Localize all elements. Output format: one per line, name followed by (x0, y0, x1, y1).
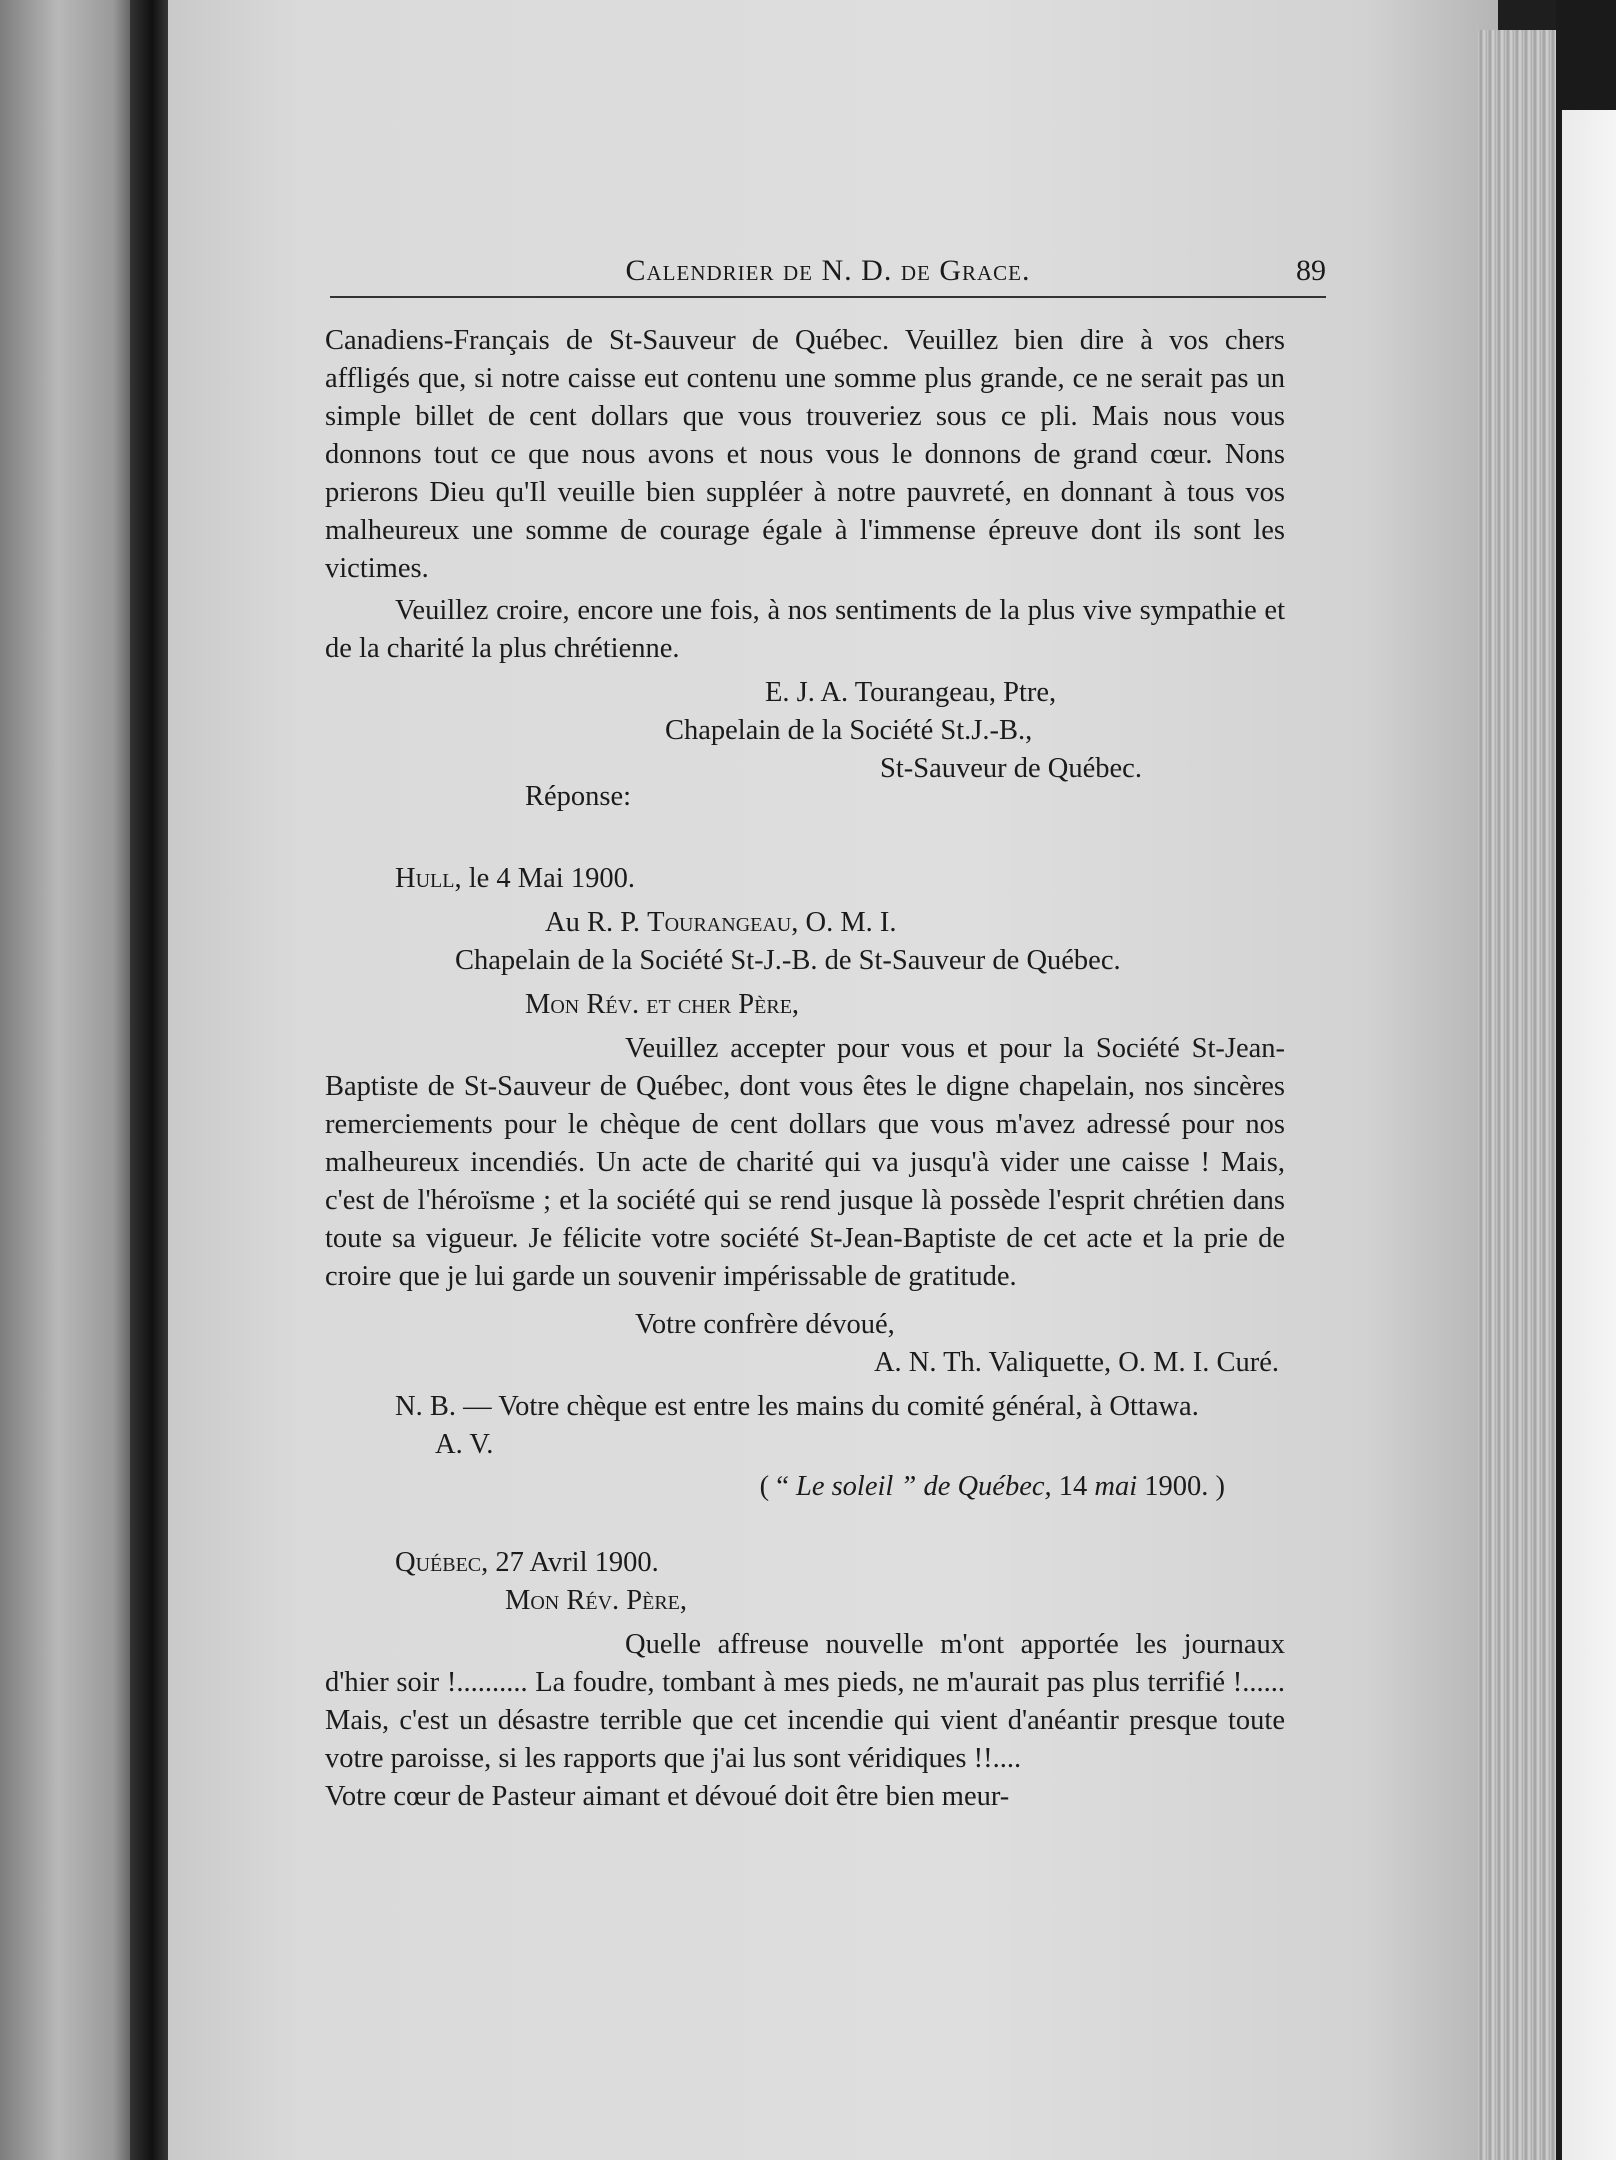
letter1-signature-place: St-Sauveur de Québec. (880, 753, 1142, 784)
page-text (325, 322, 1285, 1816)
letter2-signer: A. N. Th. Valiquette, O. M. I. Curé. (873, 1347, 1279, 1378)
source-day: 14 (1058, 1471, 1088, 1502)
letter2-address (325, 904, 1285, 942)
letter2-address-suffix: O. M. I. (805, 907, 897, 938)
letter2-place: Hull, (395, 863, 462, 894)
letter1-body: Canadiens-Français de St-Sauveur de Québec. Veuillez bien dire à vos chers affligés que, si notre caisse eut contenu une somme plus grande, ce ne serait pas un simple billet de cent dollars que vous trouveriez sous ce pli. Mais nous vous donnons tout ce que nous avons et nous vous le donnons de grand cœur. Nons prierons Dieu qu'Il veuille bien suppléer à notre pauvreté, en donnant à tous vos malheureux une somme de courage égale à l'immense épreuve dont ils sont les victimes. (325, 325, 1285, 584)
letter2-nb-initials: A. V. (435, 1429, 494, 1460)
letter1-signature-title: Chapelain de la Société St.J.-B., (665, 715, 1033, 746)
letter3-salutation: Mon Rév. Père, (505, 1585, 688, 1616)
letter3-body2: Votre cœur de Pasteur aimant et dévoué doit être bien meur- (325, 1781, 1010, 1812)
letter2-closing: Votre confrère dévoué, (635, 1309, 895, 1340)
letter1-signature-name: E. J. A. Tourangeau, Ptre, (765, 677, 1057, 708)
running-head (330, 252, 1326, 298)
page-stack-edges (1478, 30, 1556, 2160)
letter2-dateline (325, 860, 1285, 898)
scan-margin (1562, 110, 1616, 2160)
letter2-source (325, 1468, 1285, 1506)
source-month: mai (1094, 1471, 1138, 1502)
letter2-address-prefix: Au R. P. (545, 907, 641, 938)
letter2-salutation: Mon Rév. et cher Père, (525, 989, 800, 1020)
letter2-body: Veuillez accepter pour vous et pour la Société St-Jean-Baptiste de St-Sauveur de Québec, dont vous êtes le digne chapelain, nos sincères remerciements pour le chèque de cent dollars que vous m'avez adressé pour nos malheureux incendiés. Un acte de charité qui va jusqu'à vider une caisse ! Mais, c'est de l'héroïsme ; et la société qui se rend jusque là possède l'esprit chrétien dans toute sa vigueur. Je félicite votre société St-Jean-Baptiste de cet acte et la prie de croire que je lui garde un souvenir impérissable de gratitude. (325, 1033, 1285, 1292)
letter3-body: Quelle affreuse nouvelle m'ont apportée les journaux d'hier soir !.......... La foudre, tombant à mes pieds, ne m'aurait pas plus terrifié !...... Mais, c'est un désastre terrible que cet incendie qui vient d'anéantir presque toute votre paroisse, si les rapports que j'ai lus sont véridiques !!.... (325, 1629, 1285, 1774)
letter3-dateline (325, 1544, 1285, 1582)
source-mid: ” de (900, 1471, 951, 1502)
letter2-address-name: Tourangeau, (647, 907, 799, 938)
page-number: 89 (1296, 254, 1326, 287)
letter2-address-line2: Chapelain de la Société St-J.-B. de St-Sauveur de Québec. (455, 945, 1121, 976)
source-open: ( “ (759, 1471, 789, 1502)
source-year: 1900. ) (1144, 1471, 1225, 1502)
letter3-place: Québec, (395, 1547, 489, 1578)
reply-label: Réponse: (525, 781, 632, 812)
left-page-edge (0, 0, 145, 2160)
letter3-date: 27 Avril 1900. (495, 1547, 659, 1578)
source-name: Le soleil (795, 1471, 894, 1502)
letter2-nb: N. B. — Votre chèque est entre les mains du comité général, à Ottawa. (395, 1391, 1199, 1422)
source-city: Québec, (957, 1471, 1052, 1502)
running-head-title: Calendrier de N. D. de Grace. (625, 254, 1031, 287)
letter2-date: le 4 Mai 1900. (468, 863, 635, 894)
letter1-closing: Veuillez croire, encore une fois, à nos sentiments de la plus vive sympathie et de la charité la plus chrétienne. (325, 595, 1285, 664)
